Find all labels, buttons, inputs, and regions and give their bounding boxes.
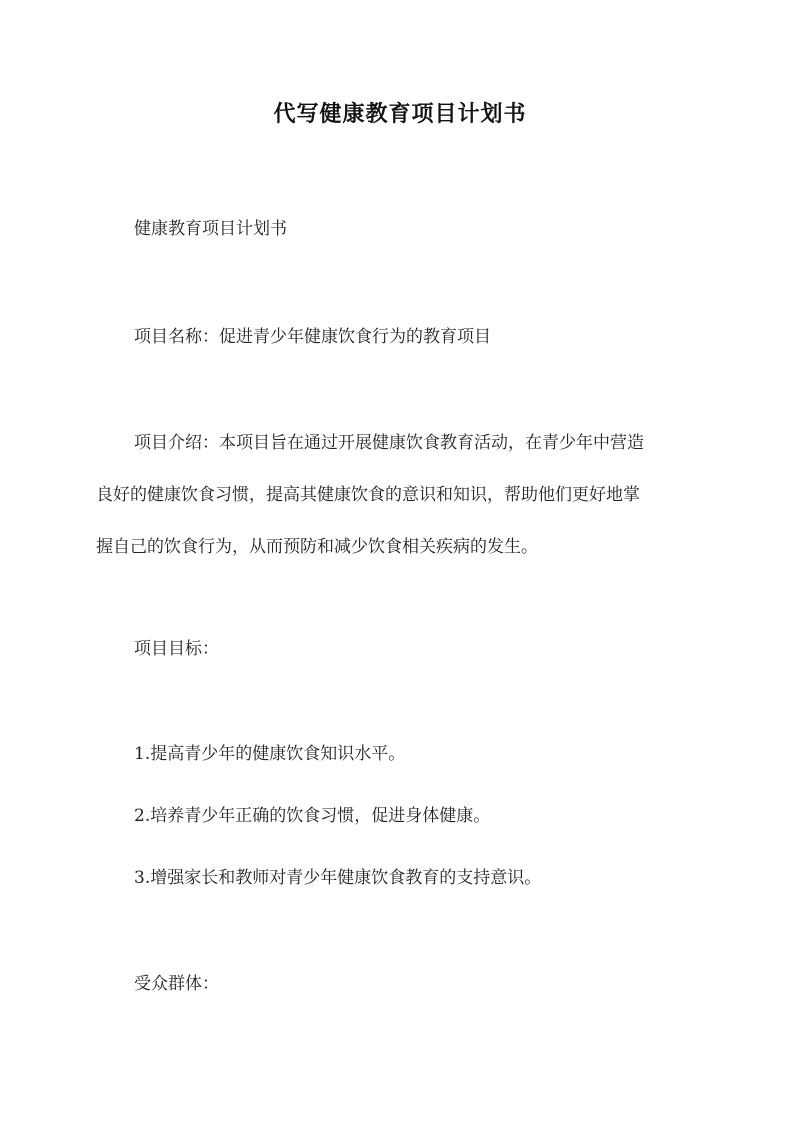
subtitle: 健康教育项目计划书 bbox=[134, 219, 287, 239]
goal-item-2: 2.培养青少年正确的饮食习惯，促进身体健康。 bbox=[134, 806, 491, 826]
document-title: 代写健康教育项目计划书 bbox=[273, 101, 527, 127]
goals-heading: 项目目标： bbox=[134, 639, 219, 659]
intro-line-2: 良好的健康饮食习惯，提高其健康饮食的意识和知识，帮助他们更好地掌 bbox=[96, 485, 640, 505]
audience-heading: 受众群体： bbox=[134, 974, 219, 994]
intro-line-1: 项目介绍：本项目旨在通过开展健康饮食教育活动，在青少年中营造 bbox=[134, 433, 644, 453]
intro-line-3: 握自己的饮食行为，从而预防和减少饮食相关疾病的发生。 bbox=[96, 537, 538, 557]
project-name: 项目名称：促进青少年健康饮食行为的教育项目 bbox=[134, 327, 491, 347]
goal-item-3: 3.增强家长和教师对青少年健康饮食教育的支持意识。 bbox=[134, 868, 542, 888]
goal-item-1: 1.提高青少年的健康饮食知识水平。 bbox=[134, 744, 406, 764]
